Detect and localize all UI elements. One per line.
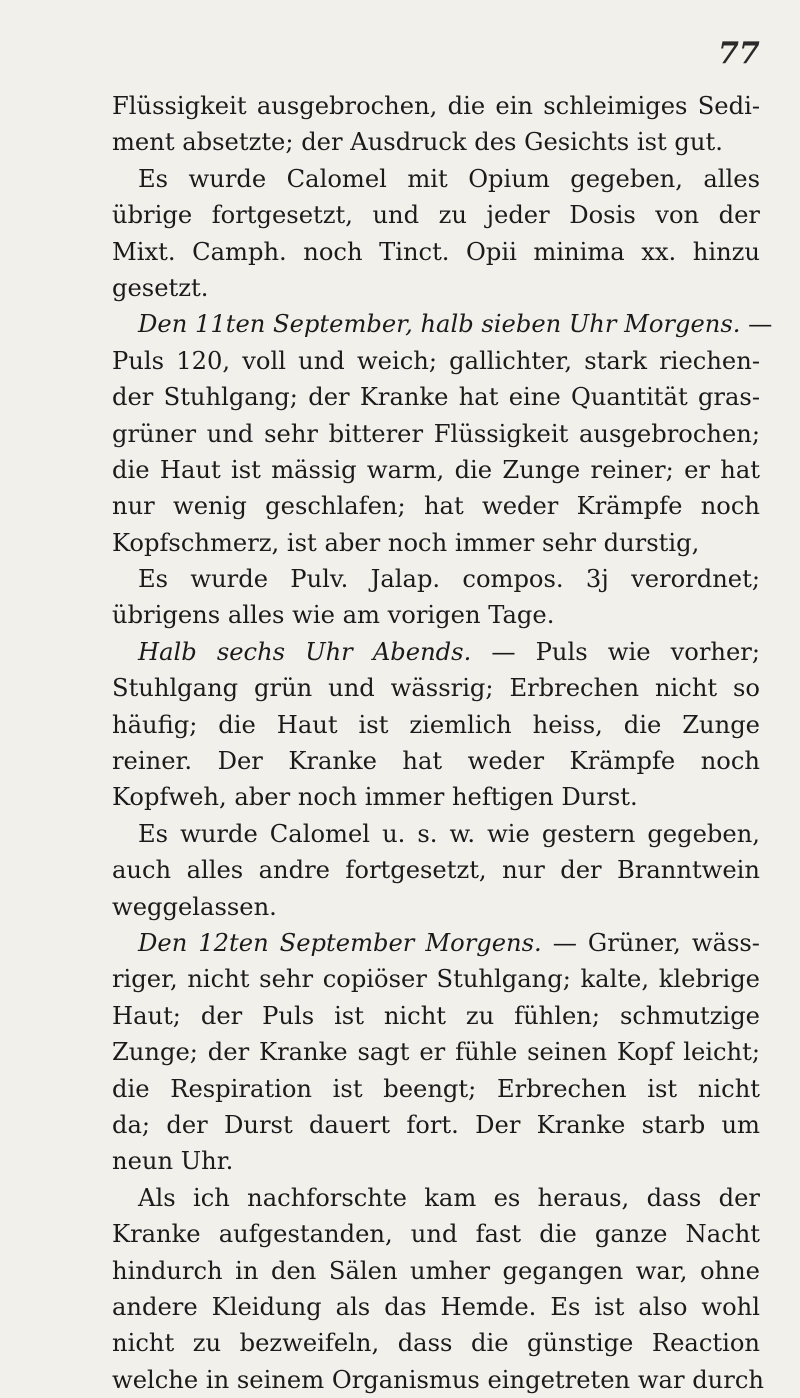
- line-text: Kopfschmerz, ist aber noch immer sehr durstig,: [112, 528, 700, 557]
- text-line: [112, 306, 773, 342]
- text-line: [112, 670, 760, 706]
- line-text: hindurch in den Sälen umher gegangen war, ohne: [112, 1256, 760, 1285]
- text-line: [112, 998, 760, 1034]
- text-line: [112, 379, 760, 415]
- line-text: nur wenig geschlafen; hat weder Krämpfe noch: [112, 492, 760, 521]
- text-line: [112, 416, 760, 452]
- line-text: der Stuhlgang; der Kranke hat eine Quantität gras-: [112, 383, 760, 412]
- text-line: [112, 452, 760, 488]
- line-text: die Respiration ist beengt; Erbrechen ist nicht: [112, 1074, 760, 1103]
- line-text: — Puls wie vorher;: [471, 637, 761, 666]
- line-text: — Grüner, wäss-: [541, 928, 760, 957]
- line-text: ment absetzte; der Ausdruck des Gesichts ist gut.: [112, 128, 723, 157]
- line-text: Es wurde Calomel u. s. w. wie gestern gegeben,: [138, 819, 760, 848]
- text-line: [112, 852, 760, 888]
- line-text: Haut; der Puls ist nicht zu fühlen; schmutzige: [112, 1001, 760, 1030]
- line-text: gesetzt.: [112, 273, 209, 302]
- text-line: [112, 1325, 760, 1361]
- text-line: [112, 889, 760, 925]
- text-line: [112, 1362, 764, 1398]
- text-line: [112, 925, 760, 961]
- text-line: [112, 270, 760, 306]
- line-text: riger, nicht sehr copiöser Stuhlgang; kalte, klebrige: [112, 965, 760, 994]
- text-line: [112, 561, 760, 597]
- text-line: [112, 634, 760, 670]
- text-line: [112, 1180, 760, 1216]
- text-line: [112, 779, 760, 815]
- text-line: [112, 525, 760, 561]
- text-line: [112, 816, 760, 852]
- line-text: übrigens alles wie am vorigen Tage.: [112, 601, 555, 630]
- body-text: [112, 88, 773, 1398]
- text-line: [112, 743, 760, 779]
- line-text: da; der Durst dauert fort. Der Kranke starb um: [112, 1110, 760, 1139]
- line-text: Kranke aufgestanden, und fast die ganze Nacht: [112, 1220, 760, 1249]
- text-line: [112, 707, 760, 743]
- text-line: [112, 1143, 760, 1179]
- line-text: Kopfweh, aber noch immer heftigen Durst.: [112, 783, 638, 812]
- line-text: Es wurde Calomel mit Opium gegeben, alles: [138, 164, 760, 193]
- text-line: [112, 1071, 760, 1107]
- line-text: auch alles andre fortgesetzt, nur der Branntwein: [112, 856, 760, 885]
- line-text: Flüssigkeit ausgebrochen, die ein schleimiges Sedi-: [112, 92, 760, 120]
- line-text: Es wurde Pulv. Jalap. compos. 3j verordnet;: [138, 565, 760, 594]
- text-line: [112, 161, 760, 197]
- text-line: [112, 1034, 760, 1070]
- line-text: Puls 120, voll und weich; gallichter, stark riechen-: [112, 346, 760, 375]
- text-line: [112, 343, 760, 379]
- line-text: reiner. Der Kranke hat weder Krämpfe noch: [112, 747, 760, 776]
- line-text: Zunge; der Kranke sagt er fühle seinen Kopf leicht;: [112, 1038, 760, 1067]
- text-line: [112, 88, 760, 124]
- line-text: —: [740, 310, 773, 339]
- line-text: Als ich nachforschte kam es heraus, dass der: [138, 1183, 760, 1212]
- line-text: welche in seinem Organismus eingetreten war durch: [112, 1365, 764, 1394]
- line-text: die Haut ist mässig warm, die Zunge reiner; er hat: [112, 455, 760, 484]
- text-line: [112, 961, 760, 997]
- line-text: häufig; die Haut ist ziemlich heiss, die Zunge: [112, 710, 760, 739]
- text-line: [112, 1107, 760, 1143]
- text-line: [112, 234, 760, 270]
- text-line: [112, 488, 760, 524]
- italic-heading: Den 11ten September, halb sieben Uhr Morgens.: [138, 310, 741, 339]
- text-line: [112, 1289, 760, 1325]
- line-text: grüner und sehr bitterer Flüssigkeit ausgebrochen;: [112, 419, 760, 448]
- text-line: [112, 197, 760, 233]
- line-text: andere Kleidung als das Hemde. Es ist also wohl: [112, 1292, 760, 1321]
- line-text: nicht zu bezweifeln, dass die günstige Reaction: [112, 1329, 760, 1358]
- line-text: Mixt. Camph. noch Tinct. Opii minima xx. hinzu: [112, 237, 760, 266]
- line-text: neun Uhr.: [112, 1147, 234, 1176]
- text-line: [112, 597, 760, 633]
- page-number: 77: [718, 36, 760, 71]
- italic-heading: Den 12ten September Morgens.: [138, 928, 542, 957]
- line-text: übrige fortgesetzt, und zu jeder Dosis von der: [112, 201, 760, 230]
- text-line: [112, 1253, 760, 1289]
- text-line: [112, 124, 760, 160]
- line-text: weggelassen.: [112, 892, 277, 921]
- line-text: Stuhlgang grün und wässrig; Erbrechen nicht so: [112, 674, 760, 703]
- italic-heading: Halb sechs Uhr Abends.: [138, 637, 472, 666]
- text-line: [112, 1216, 760, 1252]
